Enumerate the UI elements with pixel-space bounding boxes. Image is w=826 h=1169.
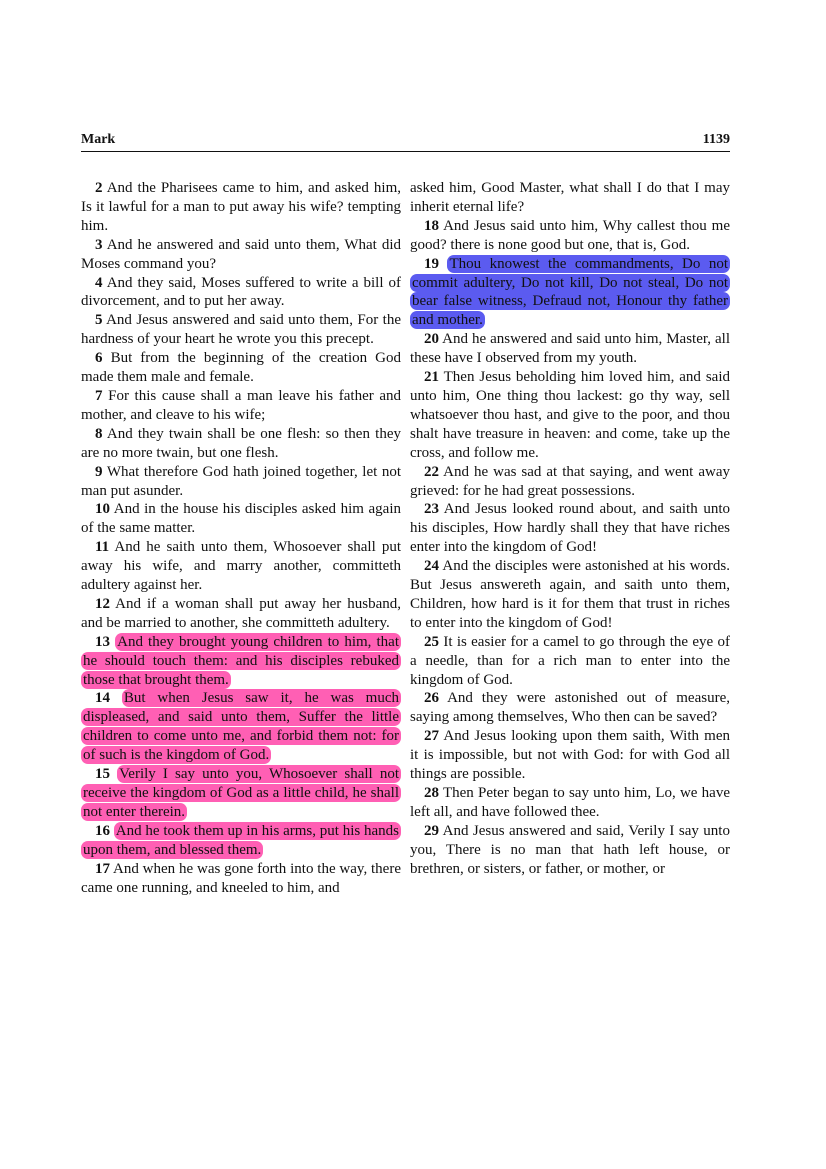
verse-number: 25 xyxy=(424,633,439,650)
verse-number: 4 xyxy=(95,274,103,291)
verse-25 xyxy=(410,633,730,690)
verse-text: And they twain shall be one flesh: so then they are no more twain, but one flesh. xyxy=(81,425,401,461)
left-column xyxy=(81,179,401,897)
verse-17 xyxy=(81,860,401,898)
verse-text: And he was sad at that saying, and went away grieved: for he had great possessions. xyxy=(410,463,730,499)
verse-number: 8 xyxy=(95,425,103,442)
verse-number: 3 xyxy=(95,236,103,253)
page-number: 1139 xyxy=(702,132,730,147)
verse-number: 20 xyxy=(424,331,439,348)
verse-text: asked him, Good Master, what shall I do that I may inherit eternal life? xyxy=(410,180,730,215)
verse-2 xyxy=(81,179,401,236)
verse-text: And in the house his disciples asked him again of the same matter. xyxy=(81,501,401,537)
verse-number: 28 xyxy=(424,785,439,801)
verse-10 xyxy=(81,500,401,538)
verse-11 xyxy=(81,538,401,595)
verse-text: And Jesus answered and said, Verily I say unto you, There is no man that hath left house, or brethren, or sisters, or father, or mother, or xyxy=(410,822,730,877)
verse-number: 11 xyxy=(95,539,110,556)
verse-number: 19 xyxy=(424,255,439,272)
highlighted-verse-text: Thou knowest the commandments, Do not commit adultery, Do not kill, Do not steal, Do not bear false witness, Defraud not, Honour thy father and mother. xyxy=(412,255,728,329)
verse-9 xyxy=(81,463,401,501)
verse-text: And the disciples were astonished at his words. But Jesus answereth again, and saith unto them, Children, how hard is it for them that trust in riches to enter into the kingdom of God! xyxy=(410,558,730,631)
verse-24 xyxy=(410,557,730,633)
verse-text: And he answered and said unto them, What did Moses command you? xyxy=(81,236,401,272)
verse-text: And they said, Moses suffered to write a bill of divorcement, and to put her away. xyxy=(81,274,401,310)
verse-27 xyxy=(410,727,730,784)
highlighted-verse-text: But when Jesus saw it, he was much displeased, and said unto them, Suffer the little children to come unto me, and forbid them not: for of such is the kingdom of God. xyxy=(83,690,400,764)
verse-text: And the Pharisees came to him, and asked him, Is it lawful for a man to put away his wife? tempting him. xyxy=(81,180,401,234)
verse-29 xyxy=(410,822,730,879)
verse-number: 7 xyxy=(95,387,103,404)
verse-14 xyxy=(81,689,401,765)
verse-22 xyxy=(410,463,730,501)
verse-4 xyxy=(81,274,401,312)
verse-number: 18 xyxy=(424,217,439,234)
verse-7 xyxy=(81,387,401,425)
verse-8 xyxy=(81,425,401,463)
verse-number: 6 xyxy=(95,350,103,367)
verse-text: And they were astonished out of measure, saying among themselves, Who then can be saved? xyxy=(410,690,730,726)
verse-26 xyxy=(410,689,730,727)
verse-text: It is easier for a camel to go through the eye of a needle, than for a rich man to enter into the kingdom of God. xyxy=(410,633,730,688)
verse-21 xyxy=(410,368,730,463)
verse-number: 15 xyxy=(95,766,110,783)
verse-number: 27 xyxy=(424,728,439,745)
highlighted-verse-text: And he took them up in his arms, put his hands upon them, and blessed them. xyxy=(83,822,399,858)
verse-continued xyxy=(410,179,730,217)
verse-18 xyxy=(410,217,730,255)
verse-number: 12 xyxy=(95,595,110,612)
verse-number: 10 xyxy=(95,501,110,518)
highlighted-verse-text: And they brought young children to him, that he should touch them: and his disciples rebuked those that brought them. xyxy=(83,633,400,688)
running-header xyxy=(81,131,730,152)
highlighted-verse-text: Verily I say unto you, Whosoever shall not receive the kingdom of God as a little child, he shall not enter therein. xyxy=(83,766,400,820)
book-title: Mark xyxy=(81,132,116,147)
verse-text: But from the beginning of the creation God made them male and female. xyxy=(81,350,402,386)
verse-number: 16 xyxy=(95,822,110,839)
verse-23 xyxy=(410,500,730,557)
verse-text: What therefore God hath joined together, let not man put asunder. xyxy=(81,463,402,499)
verse-text: And Jesus looking upon them saith, With men it is impossible, but not with God: for with God all things are possible. xyxy=(410,728,730,783)
verse-number: 17 xyxy=(95,860,110,877)
right-column xyxy=(410,179,730,879)
verse-text: And Jesus looked round about, and saith unto his disciples, How hardly shall they that have riches enter into the kingdom of God! xyxy=(410,501,730,556)
verse-text: And Jesus answered and said unto them, For the hardness of your heart he wrote you this precept. xyxy=(81,312,401,348)
verse-number: 9 xyxy=(95,463,103,480)
verse-5 xyxy=(81,311,401,349)
verse-number: 24 xyxy=(424,558,439,575)
verse-19 xyxy=(410,255,730,331)
verse-number: 26 xyxy=(424,690,439,707)
verse-text: And if a woman shall put away her husband, and be married to another, she committeth adultery. xyxy=(81,595,401,631)
verse-12 xyxy=(81,595,401,633)
verse-number: 14 xyxy=(95,690,110,707)
verse-number: 29 xyxy=(424,822,439,839)
verse-text: And Jesus said unto him, Why callest thou me good? there is none good but one, that is, God. xyxy=(410,217,730,253)
verse-20 xyxy=(410,330,730,368)
verse-text: Then Jesus beholding him loved him, and said unto him, One thing thou lackest: go thy way, sell whatsoever thou hast, and give to the poor, and thou shalt have treasure in heaven: and come, take up the cross, and follow me. xyxy=(410,369,730,461)
verse-number: 23 xyxy=(424,501,439,518)
verse-number: 22 xyxy=(424,463,439,480)
verse-text: And he answered and said unto him, Master, all these have I observed from my youth. xyxy=(410,331,730,367)
verse-number: 13 xyxy=(95,633,110,650)
verse-text: And he saith unto them, Whosoever shall put away his wife, and marry another, committeth adultery against her. xyxy=(81,539,401,594)
verse-6 xyxy=(81,349,401,387)
verse-text: Then Peter began to say unto him, Lo, we have left all, and have followed thee. xyxy=(410,785,730,820)
verse-16 xyxy=(81,822,401,860)
verse-text: And when he was gone forth into the way, there came one running, and kneeled to him, and xyxy=(81,860,401,896)
verse-13 xyxy=(81,633,401,690)
verse-text: For this cause shall a man leave his father and mother, and cleave to his wife; xyxy=(81,387,401,423)
verse-number: 21 xyxy=(424,369,439,386)
verse-28 xyxy=(410,784,730,822)
verse-15 xyxy=(81,765,401,822)
verse-3 xyxy=(81,236,401,274)
verse-number: 2 xyxy=(95,180,103,196)
verse-number: 5 xyxy=(95,312,103,329)
